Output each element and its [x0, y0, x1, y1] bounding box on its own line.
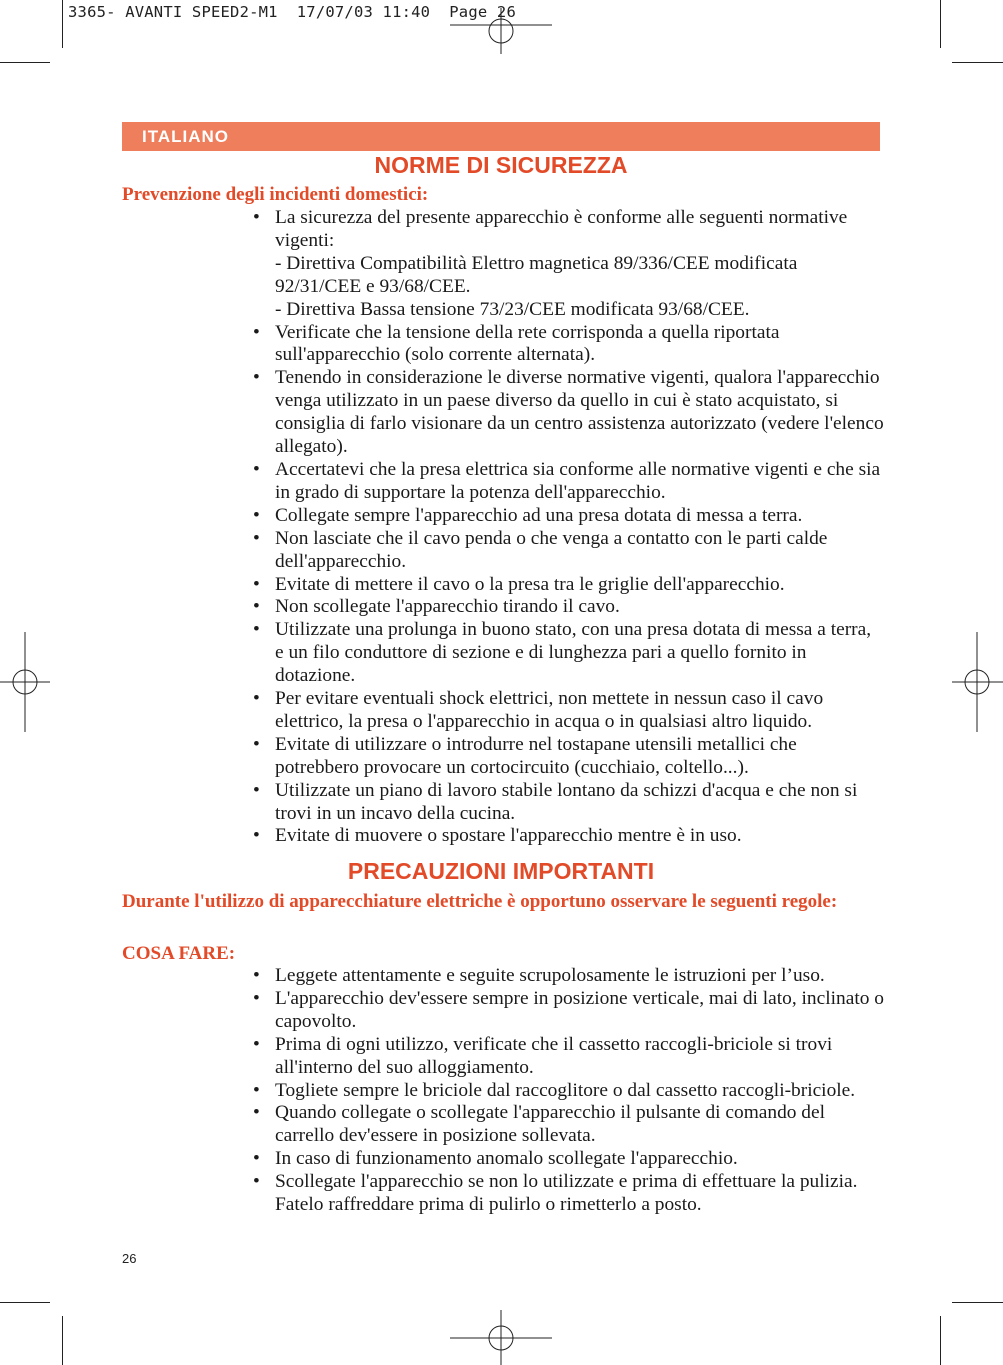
list-item: • Non lasciate che il cavo penda o che venga a contatto con le parti calde dell'apparecchio.	[250, 528, 884, 574]
list-item: • Collegate sempre l'apparecchio ad una presa dotata di messa a terra.	[250, 505, 884, 528]
list-item: • Verificate che la tensione della rete corrisponda a quella riportata sull'apparecchio (solo corrente alternata).	[250, 322, 884, 368]
list-item: • Scollegate l'apparecchio se non lo utilizzate e prima di effettuare la pulizia. Fatelo raffreddare prima di pulirlo o rimetterlo a posto.	[250, 1171, 884, 1217]
accident-prevention-subtitle: Prevenzione degli incidenti domestici:	[122, 184, 429, 205]
language-label: ITALIANO	[142, 127, 230, 146]
page-number: 26	[122, 1251, 137, 1266]
directive-low-voltage: - Direttiva Bassa tensione 73/23/CEE modificata 93/68/CEE.	[275, 298, 750, 320]
crop-mark-top-left-v	[62, 0, 63, 48]
print-slug: 3365- AVANTI SPEED2-M1 17/07/03 11:40 Page 26	[68, 3, 516, 21]
list-item: • Togliete sempre le briciole dal raccoglitore o dal cassetto raccogli-briciole.	[250, 1080, 884, 1103]
crop-mark-bottom-left-v	[62, 1316, 63, 1365]
list-item: • Evitate di muovere o spostare l'apparecchio mentre è in uso.	[250, 825, 884, 848]
list-item: • Accertatevi che la presa elettrica sia conforme alle normative vigenti e che sia in grado di supportare la potenza dell'apparecchio.	[250, 459, 884, 505]
crop-mark-bottom-right-v	[940, 1316, 941, 1365]
safety-rules-title: NORME DI SICUREZZA	[374, 152, 628, 178]
what-to-do-heading: COSA FARE:	[122, 943, 236, 964]
language-bar	[122, 122, 880, 151]
important-precautions-title: PRECAUZIONI IMPORTANTI	[347, 858, 655, 884]
list-item: • L'apparecchio dev'essere sempre in posizione verticale, mai di lato, inclinato o capovolto.	[250, 988, 884, 1034]
registration-mark-right-icon	[952, 632, 1003, 732]
precautions-intro: Durante l'utilizzo di apparecchiature elettriche è opportuno osservare le seguenti regole:	[122, 891, 838, 912]
registration-mark-left-icon	[0, 632, 50, 732]
safety-rules-list	[250, 207, 884, 848]
list-item: • Utilizzate un piano di lavoro stabile lontano da schizzi d'acqua e che non si trovi in un incavo della cucina.	[250, 780, 884, 826]
registration-mark-top-icon	[450, 8, 552, 54]
list-item	[250, 207, 884, 322]
list-item: • Leggete attentamente e seguite scrupolosamente le istruzioni per l’uso.	[250, 965, 884, 988]
crop-mark-top-left-h	[0, 62, 50, 63]
list-item-text: La sicurezza del presente apparecchio è conforme alle seguenti normative vigenti:	[275, 207, 848, 251]
list-item: • Evitate di mettere il cavo o la presa tra le griglie dell'apparecchio.	[250, 574, 884, 597]
list-item: • Prima di ogni utilizzo, verificate che il cassetto raccogli-briciole si trovi all'interno del suo alloggiamento.	[250, 1034, 884, 1080]
list-item: • Tenendo in considerazione le diverse normative vigenti, qualora l'apparecchio venga utilizzato in un paese diverso da quello in cui è stato acquistato, si consiglia di farlo visionare da un centro assistenza autorizzato (vedere l'elenco allegato).	[250, 367, 884, 459]
directive-emc: - Direttiva Compatibilità Elettro magnetica 89/336/CEE modificata 92/31/CEE e 93/68/CEE.	[275, 252, 798, 297]
list-item: • Non scollegate l'apparecchio tirando il cavo.	[250, 596, 884, 619]
list-item: • Per evitare eventuali shock elettrici, non mettete in nessun caso il cavo elettrico, la presa o l'apparecchio in acqua o in qualsiasi altro liquido.	[250, 688, 884, 734]
registration-mark-bottom-icon	[450, 1310, 552, 1365]
crop-mark-top-right-v	[940, 0, 941, 48]
list-item: • Evitate di utilizzare o introdurre nel tostapane utensili metallici che potrebbero provocare un cortocircuito (cucchiaio, coltello...).	[250, 734, 884, 780]
crop-mark-top-right-h	[952, 62, 1003, 63]
list-item: • Utilizzate una prolunga in buono stato, con una presa dotata di messa a terra, e un filo conduttore di sezione e di lunghezza pari a quello fornito in dotazione.	[250, 619, 884, 688]
what-to-do-list	[250, 965, 884, 1217]
list-item: • Quando collegate o scollegate l'apparecchio il pulsante di comando del carrello dev'essere in posizione sollevata.	[250, 1102, 884, 1148]
crop-mark-bottom-left-h	[0, 1302, 50, 1303]
crop-mark-bottom-right-h	[952, 1302, 1003, 1303]
list-item: • In caso di funzionamento anomalo scollegate l'apparecchio.	[250, 1148, 884, 1171]
